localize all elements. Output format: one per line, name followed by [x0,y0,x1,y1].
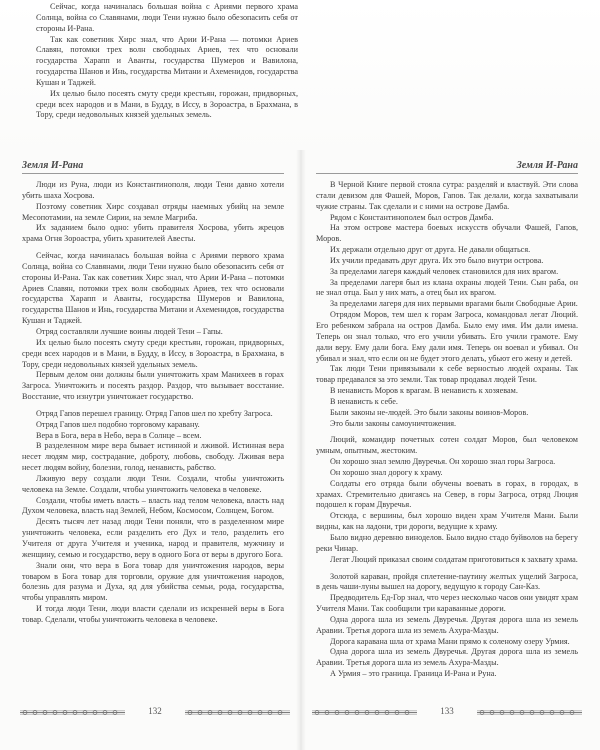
paragraph: Одна дорога шла из земель Двуречья. Другая дорога шла из земель Аравии. Третья дорога шла из земель Ахура-Мазды. [316,614,578,635]
header-rule [22,173,284,174]
paragraph: Их целью было посеять смуту среди крестьян, горожан, придворных, среди всех народов и в Мани, в Будду, в Иссу, в Зороастра, в Брахмана, в Тору, среди недовольных князей удельных земель. [36,88,298,120]
right-page [300,0,600,750]
paragraph: И тогда люди Тени, люди власти сделали из искренней веры в Бога товар. Сделали, чтобы уничтожить человека в человеке. [22,604,284,624]
paragraph: Создали, чтобы иметь власть – власть над телом человека, власть над Духом человека, власть над Землей, Небом, Космосом, Солнцем, Богом. [22,495,284,516]
paragraph: Одна дорога шла из земель Двуречья. Другая дорога шла из земель Аравии. Третья дорога шла из земель Ахура-Мазды. [316,647,578,668]
page-number: 133 [440,706,454,716]
paragraph: В Черной Книге первой стояла сутра: разделяй и властвуй. Эти слова стали девизом для Фашей, Моров, Гапов. Так делали, когда захватывали чужие страны. Так сделали и с ними на острове Дамба. [316,180,578,211]
paragraph: Десять тысяч лет назад люди Тени поняли, что в разделенном мире уничтожить человека, если разделить его Дух и тело, разделить его Учителя от друга Учителя и ученика, народ и правителя, мужчину и женщину, семью и государство, веру в одного Бога от веры в другого Бога. [22,517,284,559]
paragraph: За пределами лагеря для них первыми врагами были Свободные Арии. [330,299,578,309]
paragraph: Так как советник Хирс знал, что Арии И-Рана — потомки Ариев Славян, потомки трех волн свободных Ариев, тех что основали государства Харапп и Аванты, государства Шумеров и Вавилона, государства Шанов и Инь, государства Митани и Ахеменидов, государства Кушан и Таджей. [36,34,298,87]
paragraph: Отряд Гапов шел подобно торговому каравану. [36,419,200,429]
paragraph: На этом острове мастера боевых искусств обучали Фашей, Гапов, Моров. [316,223,578,244]
paragraph: Отрядом Моров, тем шел к горам Загроса, командовал легат Люций. Его ребенком забрала на остров Дамба. Было ему имя. Им дали имена. Теперь он знал только, что его учили убивать. Его учили грамоте. Ему дали веру. Ему дали бога. Ему дали имя. Теперь он воевал и убивал. Он убивал и знал, что если он не будет этого делать, убьют его жену и детей. [316,310,578,363]
paragraph: Сейчас, когда начиналась большая война с Ариями первого храма Солнца, война со Славянами, люди Тени нужно было обезопасить себя от стороны И-Рана. [36,2,298,33]
right-page-text [316,180,578,700]
paragraph: Солдаты его отряда были обучены воевать в горах, в городах, в храмах. Стремительно двигаясь на Север, в горы Загроса, отряд Люция подошел к горам Двуречья. [316,478,578,510]
paragraph: А Урмия – это граница. Граница И-Рана и Руна. [330,669,497,679]
paragraph: Сейчас, когда начиналась большая война с Ариями первого храма Солнца, война со Славянами, люди Тени нужно было обезопасить себя от стороны И-Рана. Так как советник Хирс знал, что Арии И-Рана – потомки Ариев Славян, потомки трех волн свободных Ариев, тех что основали государства Харапп и Аванты, государства Шумеров и Вавилона, государства Шанов и Инь, государства Митани и Ахеменидов, государства Кушан и Таджей. [22,251,284,326]
paragraph: Люди из Руна, люди из Константинополя, люди Тени давно хотели убить шаха Хосрова. [22,180,284,200]
paragraph: Люций, командир почетных сотен солдат Моров, был человеком умным, опытным, жестоким. [316,435,578,456]
header-rule [316,173,578,174]
page-number: 132 [148,706,162,716]
paragraph: Отсюда, с вершины, был хорошо виден храм Учителя Мани. Были видны, как на ладони, три дороги, ведущие к храму. [316,511,578,532]
paragraph: Знали они, что вера в Бога товар для уничтожения народов, веры товаром в Бога товар для торговли, оружие для уничтожения народов, болезнь для разума и Духа, яд для убийства семьи, рода, государства, чтобы управлять миром. [22,560,284,603]
paragraph: Было видно деревню виноделов. Было видно стадо буйволов на берегу реки Чинар. [316,533,578,553]
paragraph: В ненависть к себе. [330,396,398,406]
paragraph: Легат Люций приказал своим солдатам приготовиться к захвату храма. [330,554,578,564]
paragraph: Дорога каравана шла от храма Мани прямо к соленому озеру Урмия. [330,636,570,646]
paragraph: Их целью было посеять смуту среди крестьян, горожан, придворных, среди всех народов и в Мани, в Будду, в Иссу, в Зороастра, в Брахмана, в Тору, среди недовольных князей удельных земель. [22,337,284,369]
paragraph: Золотой караван, пройдя сплетение-паутину желтых ущелий Загроса, в день чаши-луны вышел на дорогу, ведущую к городу Сан-Каз. [316,571,578,592]
footer-ornament-right-icon [185,709,290,716]
paragraph: За пределами лагеря был из клана охраны людей Тени. Сын раба, он не знал отца. Был у них мать, а отец был их врагом. [316,277,578,298]
paragraph: Их заданием было одно: убить правителя Хосрова, убить жрецов храма Огня Зороастра, убить хранителей Авесты. [22,223,284,244]
page-footer [20,706,290,720]
paragraph: Лживую веру создали люди Тени. Создали, чтобы уничтожить человека на Земле. Создали, чтобы уничтожить человека в человеке. [22,473,284,494]
paragraph: Вера в Бога, вера в Небо, вера в Солнце – всем. [36,430,202,440]
left-page-text [22,180,284,700]
footer-ornament-right-icon [477,709,582,716]
paragraph: Это были законы самоуничтожения. [330,418,457,428]
paragraph: Рядом с Константинополем был остров Дамба. [330,212,494,222]
paragraph: В ненависть Моров к врагам. В ненависть к хозяевам. [330,386,518,396]
paragraph: В разделенном мире вера бывает истинной и лживой. Истинная вера несет людям мир, сострадание, доброту, любовь, свободу. Лживая вера несет людям войну, болезни, голод, ненависть, рабство. [22,441,284,473]
running-header: Земля И-Рана [516,160,578,171]
paragraph: Предводитель Ед-Гор знал, что через несколько часов они увидят храм Учителя Мани. Так сообщили три караванные дороги. [316,593,578,614]
paragraph: Он хорошо знал дорогу к храму. [330,467,443,477]
paragraph: За пределами лагеря каждый человек становился для них врагом. [330,266,559,276]
paragraph: Поэтому советник Хирс создавал отряды наемных убийц на земле Месопотамии, на земле Сирии, на земле Магриба. [22,201,284,222]
footer-ornament-left-icon [20,709,125,716]
paragraph: Он хорошо знал землю Двуречья. Он хорошо знал горы Загроса. [330,457,556,467]
paragraph: Их учили предавать друг друга. Их это было внутри острова. [330,255,544,265]
paragraph: Отряд составляли лучшие воины людей Тени – Гапы. [36,326,223,336]
page-footer [312,706,582,720]
previous-page-text [36,2,298,121]
running-header: Земля И-Рана [22,160,84,171]
paragraph: Отряд Гапов перешел границу. Отряд Гапов шел по хребту Загроса. [36,408,273,418]
paragraph: Так люди Тени привязывали к себе верностью людей охраны. Так товар предавался за это земли. Так товар продавал людей Тени. [316,364,578,385]
paragraph: Были законы не-людей. Это были законы воинов-Моров. [330,407,529,417]
paragraph: Первым делом они должны были уничтожить храм Манихеев в горах Загроса. Уничтожить и посеять раздор. Раздор, что вызывает восстание. Восстание, что изнутри уничтожает государство. [22,370,284,402]
paragraph: Их держали отдельно друг от друга. Не давали общаться. [330,245,531,255]
footer-ornament-left-icon [312,709,417,716]
